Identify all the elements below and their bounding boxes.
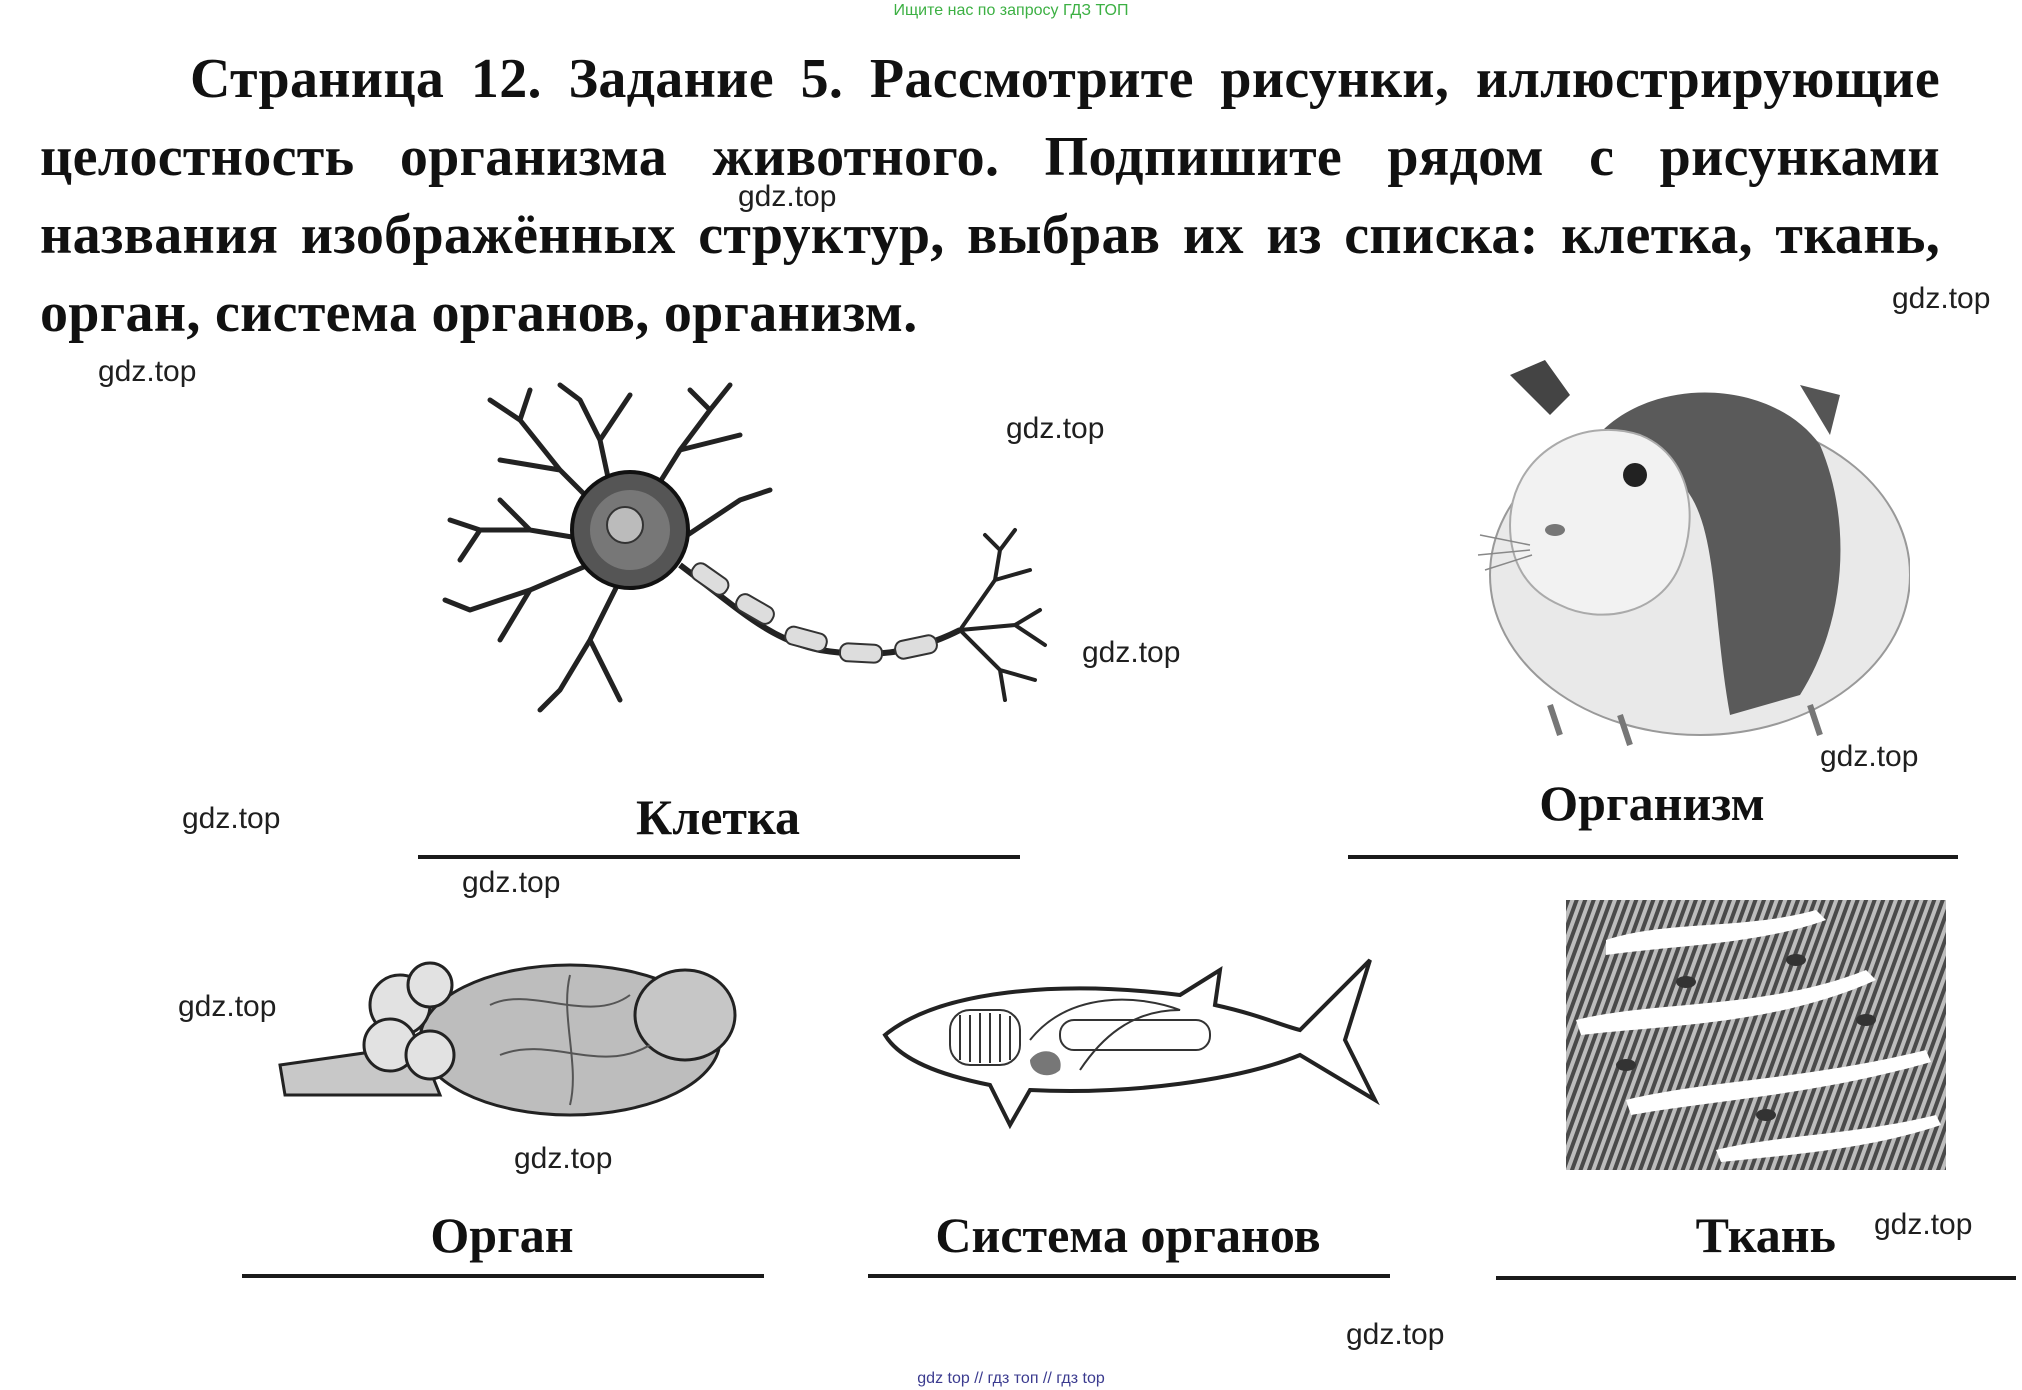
answer-line-fish — [868, 1274, 1390, 1278]
muscle-tissue-illustration — [1566, 900, 1946, 1170]
answer-label-guinea-pig: Организм — [1539, 775, 1765, 831]
top-banner: Ищите нас по запросу ГДЗ ТОП — [893, 2, 1129, 19]
watermark: gdz.top — [182, 802, 281, 835]
neuron-cell-illustration — [440, 380, 1050, 720]
watermark: gdz.top — [514, 1142, 613, 1175]
guinea-pig-photo — [1470, 355, 1910, 755]
answer-line-neuron — [418, 855, 1020, 859]
watermark: gdz.top — [1820, 740, 1919, 773]
brain-organ-illustration — [270, 945, 740, 1125]
answer-line-tissue — [1496, 1276, 2016, 1280]
fish-organ-system-illustration — [880, 950, 1380, 1140]
watermark: gdz.top — [738, 180, 837, 213]
watermark: gdz.top — [1874, 1208, 1973, 1241]
answer-line-brain — [242, 1274, 764, 1278]
watermark: gdz.top — [462, 866, 561, 899]
answer-label-tissue: Ткань — [1695, 1207, 1836, 1263]
answer-label-fish: Система органов — [935, 1207, 1321, 1263]
watermark: gdz.top — [98, 355, 197, 388]
watermark: gdz.top — [1082, 636, 1181, 669]
answer-line-guinea-pig — [1348, 855, 1958, 859]
watermark: gdz.top — [178, 990, 277, 1023]
bottom-banner: gdz top // гдз топ // гдз top — [917, 1370, 1105, 1387]
task-text: Страница 12. Задание 5. Рассмотрите рисунки, иллюстрирующие целостность организма животного. Подпишите рядом с рисунками названия изображённых структур, выбрав их из списка: клетка, ткань, орган, система органов, организм. — [40, 48, 1940, 344]
watermark: gdz.top — [1006, 412, 1105, 445]
watermark: gdz.top — [1892, 282, 1991, 315]
answer-label-neuron: Клетка — [635, 789, 801, 845]
watermark: gdz.top — [1346, 1318, 1445, 1351]
answer-label-brain: Орган — [430, 1207, 574, 1263]
